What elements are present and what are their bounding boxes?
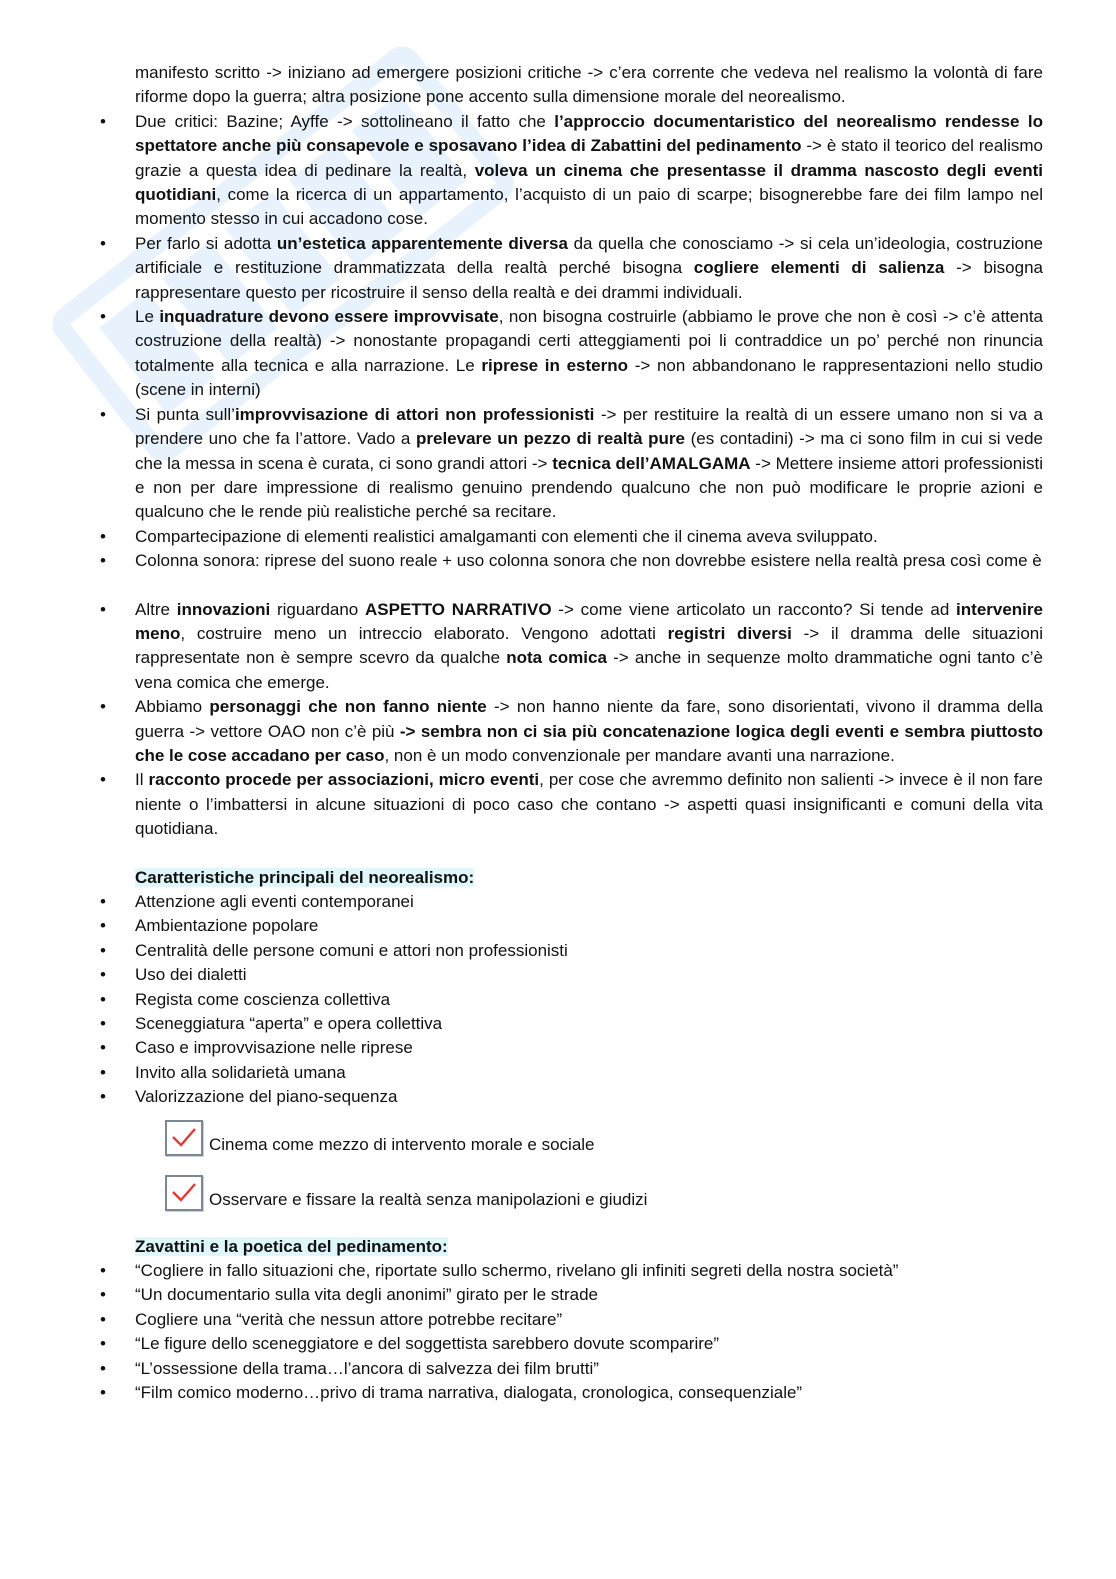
bold-text: riprese in esterno [481,355,629,375]
text-run: , come la ricerca di un appartamento, l’acquisto di un paio di scarpe; bisognerebbe fare dei film lampo nel momento stesso in cui accadono cose. [135,185,1043,229]
list-item [97,110,1043,232]
list-item: • Valorizzazione del piano-sequenza [97,1085,1043,1109]
bold-text: personaggi che non fanno niente [209,697,487,717]
text-run: -> bisogna rappresentare questo per ricostruire il senso della realtà e dei drammi individuali. [135,258,1043,302]
bold-text: intervenire meno [135,599,1043,643]
text-run: -> non abbandonano le rappresentazioni nello studio (scene in interni) [135,355,1043,400]
check-item-label: Osservare e fissare la realtà senza manipolazioni e giudizi [209,1190,648,1210]
list-item: • Ambientazione popolare [97,914,1043,938]
list-item [97,232,1043,305]
list-item: • “L’ossessione della trama…l’ancora di salvezza dei film brutti” [97,1357,1043,1381]
bold-text: innovazioni [176,599,271,619]
list-item [97,598,1043,696]
list-item: • Invito alla solidarietà umana [97,1061,1043,1085]
bullet-list-b [97,598,1043,842]
characteristics-list [97,890,1043,1110]
list-item: • Centralità delle persone comuni e attori non professionisti [97,939,1043,963]
text-run: -> non hanno niente da fare, sono disorientati, vivono il dramma della guerra -> vettore OAO non c’è più [135,697,1044,741]
text-run: -> il dramma delle situazioni rappresentate non è sempre scevro da qualche [135,623,1043,668]
text-run: Per farlo si adotta [135,233,277,253]
bold-text: voleva un cinema che presentasse il dramma nascosto degli eventi quotidiani [135,160,1043,205]
list-item: • Attenzione agli eventi contemporanei [97,890,1043,914]
text-run: , per cose che avremmo definito non salienti -> invece è il non fare niente o l’imbattersi in alcune situazioni di poco caso che contano -> aspetti quasi insignificanti e comuni della vita quotidiana. [135,770,1043,839]
bold-text: -> sembra non ci sia più concatenazione logica degli eventi e sembra piuttosto che le cose accadano per caso [135,721,1043,765]
text-run: Due critici: Bazine; Ayffe -> sottolineano il fatto che [135,111,555,131]
bullet-list-a [97,110,1043,574]
bold-text: ASPETTO NARRATIVO [365,599,552,619]
list-item: • “Le figure dello sceneggiatore e del soggettista sarebbero dovute scomparire” [97,1332,1043,1356]
list-item [97,695,1043,768]
checkbox-checked-icon [165,1120,203,1156]
text-run: Abbiamo [135,697,210,717]
check-item-label: Cinema come mezzo di intervento morale e sociale [209,1135,595,1155]
document-page [97,61,1043,1406]
check-item [165,1165,1043,1211]
section-heading-zavattini [97,1235,448,1259]
bold-text: racconto procede per associazioni, micro eventi [148,770,540,790]
list-item [97,549,1043,573]
bold-text: inquadrature devono essere improvvisate [159,307,499,327]
text-run: , non è un modo convenzionale per mandare avanti una narrazione. [384,745,895,765]
list-item: • Sceneggiatura “aperta” e opera collettiva [97,1012,1043,1036]
list-item: • Uso dei dialetti [97,963,1043,987]
bold-text: registri diversi [667,623,792,643]
text-run: -> Mettere insieme attori professionisti e non per dare impressione di realismo genuino prendendo qualcuno che non può modificare le proprie azioni e qualcuno che le rende più realistiche perché sa recitare. [135,453,1043,522]
list-item [97,403,1043,525]
section-heading-neorealismo [97,866,474,890]
text-run: riguardano [270,599,366,619]
list-item [97,768,1043,841]
list-item: • “Film comico moderno…privo di trama narrativa, dialogata, cronologica, consequenziale” [97,1381,1043,1405]
check-item [165,1110,1043,1156]
text-run: -> anche in sequenze molto drammatiche ogni tanto c’è vena comica che emerge. [135,648,1043,692]
bold-text: prelevare un pezzo di realtà pure [415,429,685,449]
list-item: • “Un documentario sulla vita degli anonimi” girato per le strade [97,1283,1043,1307]
text-run: da quella che conosciamo -> si cela un’ideologia, costruzione artificiale e restituzione drammatizzata della realtà perché bisogna [135,233,1043,278]
text-run: Altre [135,599,177,619]
list-item: • “Cogliere in fallo situazioni che, riportate sullo schermo, rivelano gli infiniti segreti della nostra società” [97,1259,1043,1283]
text-run: -> per restituire la realtà di un essere umano non si va a prendere uno che fa l’attore. Vado a [135,404,1044,449]
bold-text: tecnica dell’AMALGAMA [552,453,751,473]
text-run: , costruire meno un intreccio elaborato. Vengono adottati [180,623,668,643]
section-heading-text: Caratteristiche principali del neorealismo: [135,867,475,887]
text-run: Colonna sonora: riprese del suono reale + uso colonna sonora che non dovrebbe esistere nella realtà presa così come è [135,551,1042,571]
zavattini-quotes-list [97,1259,1043,1405]
bold-text: un’estetica apparentemente diversa [276,233,568,253]
section-heading-text: Zavattini e la poetica del pedinamento: [135,1236,448,1256]
bold-text: improvvisazione di attori non professionisti [234,404,595,424]
checkbox-checked-icon [165,1175,203,1211]
list-item: • Caso e improvvisazione nelle riprese [97,1036,1043,1060]
text-run: Compartecipazione di elementi realistici amalgamanti con elementi che il cinema aveva sviluppato. [135,526,878,546]
list-item [97,525,1043,549]
text-run: Le [135,307,160,327]
text-run: -> è stato il teorico del realismo grazie a questa idea di pedinare la realtà, [135,136,1044,180]
bold-text: cogliere elementi di salienza [693,258,945,278]
list-item: • Regista come coscienza collettiva [97,988,1043,1012]
bold-text: l’approccio documentaristico del neorealismo rendesse lo spettatore anche più consapevole e sposavano l’idea di Zabattini del pedinamento [135,111,1043,156]
list-item [97,305,1043,403]
list-item: • Cogliere una “verità che nessun attore potrebbe recitare” [97,1308,1043,1332]
text-run: , non bisogna costruirle (abbiamo le prove che non è così -> c’è attenta costruzione della realtà) -> nonostante propagandi certi atteggiamenti poi li contraddice un po’ perché non rinuncia totalmente alla tecnica e alla narrazione. Le [135,307,1043,375]
text-run: -> come viene articolato un racconto? Si tende ad [551,599,957,619]
intro-paragraph: manifesto scritto -> iniziano ad emergere posizioni critiche -> c’era corrente che vedeva nel realismo la volontà di fare riforme dopo la guerra; altra posizione pone accento sulla dimensione morale del neorealismo. [135,63,1043,107]
text-run: Si punta sull’ [135,404,235,424]
bold-text: nota comica [506,648,607,668]
text-run: Il [135,770,149,790]
text-run: (es contadini) -> ma ci sono film in cui si vede che la messa in scena è curata, ci sono grandi attori -> [135,429,1044,473]
